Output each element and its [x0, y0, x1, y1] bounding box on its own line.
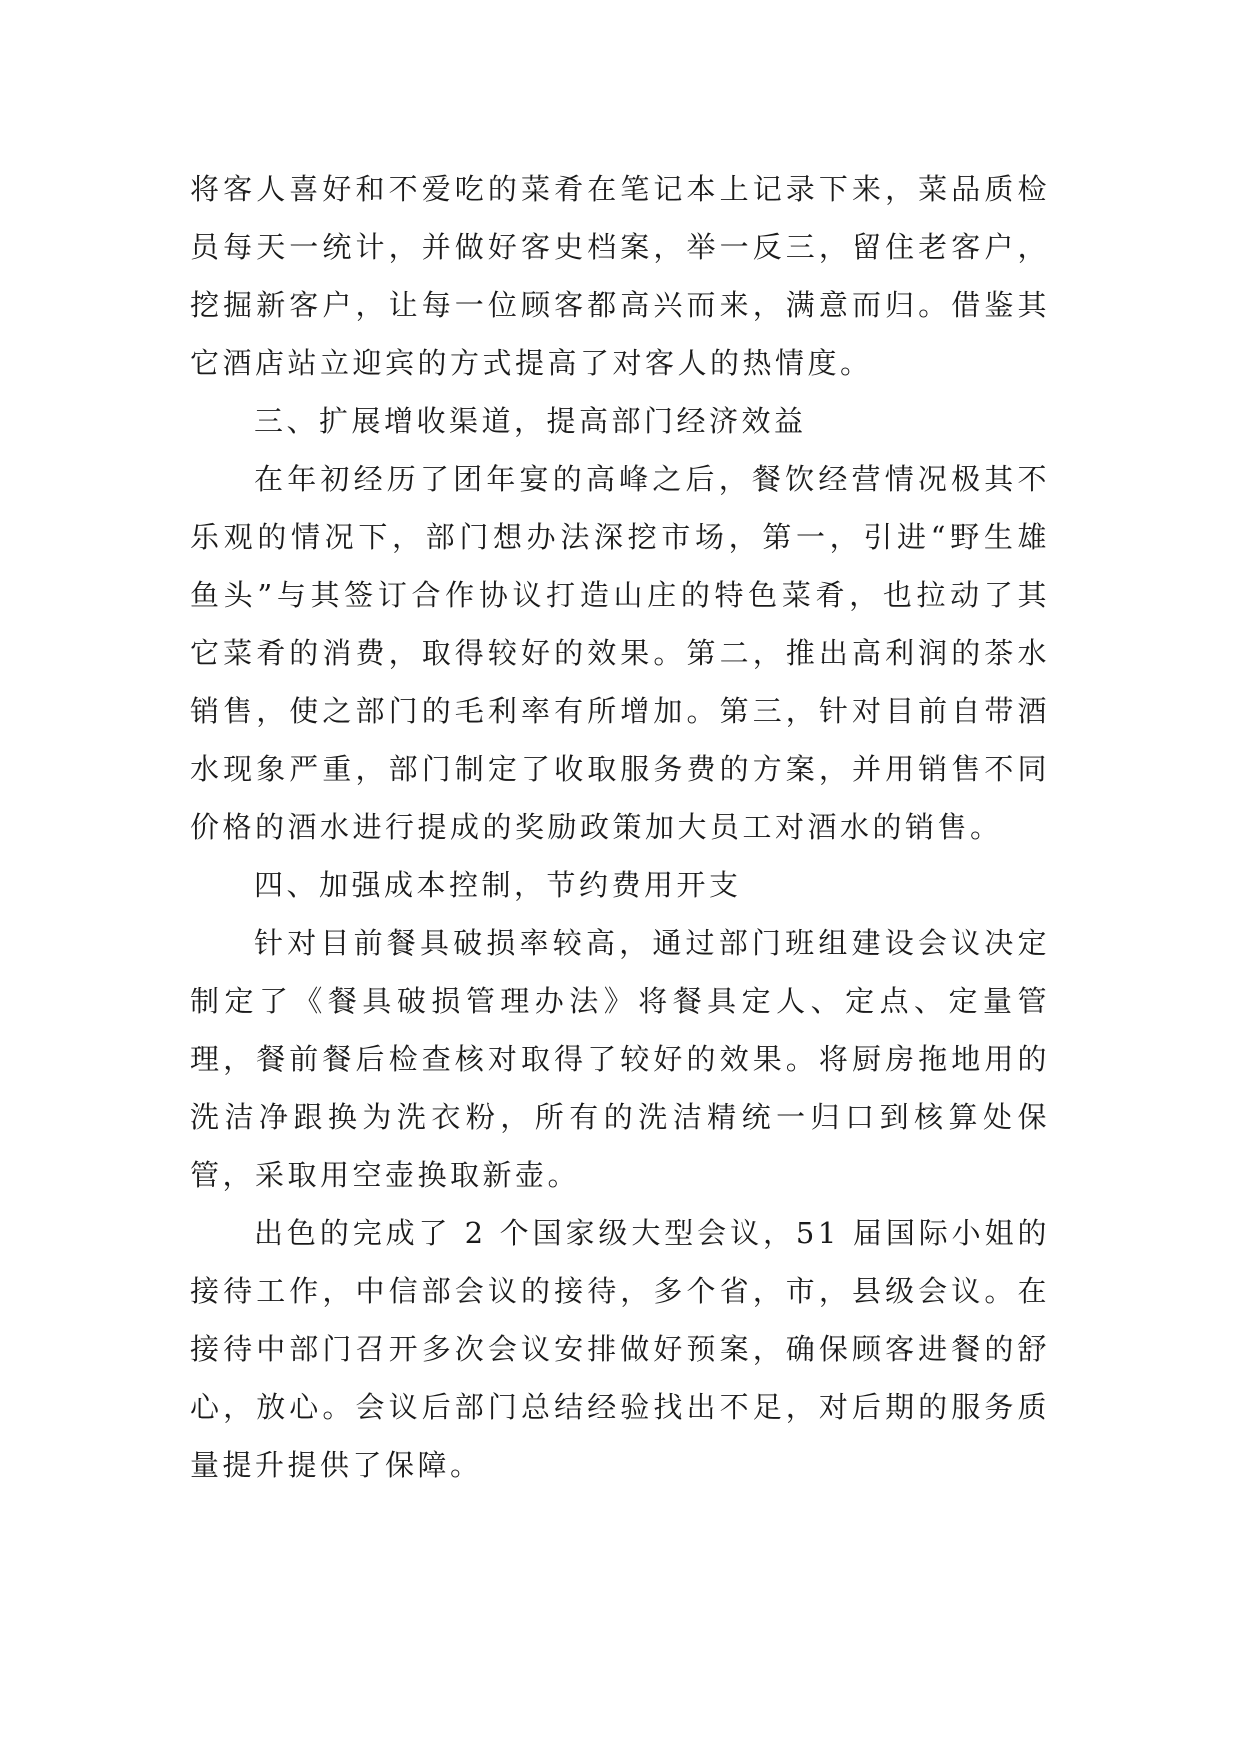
paragraph-revenue-channels: 在年初经历了团年宴的高峰之后，餐饮经营情况极其不乐观的情况下，部门想办法深挖市场，第一，引进“野生雄鱼头”与其签订合作协议打造山庄的特色菜肴，也拉动了其它菜肴的消费，取得较好的效果。第二，推出高利润的茶水销售，使之部门的毛利率有所增加。第三，针对目前自带酒水现象严重，部门制定了收取服务费的方案，并用销售不同价格的酒水进行提成的奖励政策加大员工对酒水的销售。 [190, 462, 1050, 844]
heading-section-four: 四、加强成本控制，节约费用开支 [254, 868, 742, 902]
document-body [190, 160, 1050, 1494]
paragraph-conference-service: 出色的完成了 2 个国家级大型会议，51 届国际小姐的接待工作，中信部会议的接待，多个省，市，县级会议。在接待中部门召开多次会议安排做好预案，确保顾客进餐的舒心，放心。会议后部门总结经验找出不足，对后期的服务质量提升提供了保障。 [190, 1216, 1050, 1482]
paragraph-customer-records: 将客人喜好和不爱吃的菜肴在笔记本上记录下来，菜品质检员每天一统计，并做好客史档案，举一反三，留住老客户，挖掘新客户，让每一位顾客都高兴而来，满意而归。借鉴其它酒店站立迎宾的方式提高了对客人的热情度。 [190, 172, 1050, 380]
heading-section-three: 三、扩展增收渠道，提高部门经济效益 [254, 404, 807, 438]
paragraph-cost-control: 针对目前餐具破损率较高，通过部门班组建设会议决定制定了《餐具破损管理办法》将餐具定人、定点、定量管理，餐前餐后检查核对取得了较好的效果。将厨房拖地用的洗洁净跟换为洗衣粉，所有的洗洁精统一归口到核算处保管，采取用空壶换取新壶。 [190, 926, 1050, 1192]
